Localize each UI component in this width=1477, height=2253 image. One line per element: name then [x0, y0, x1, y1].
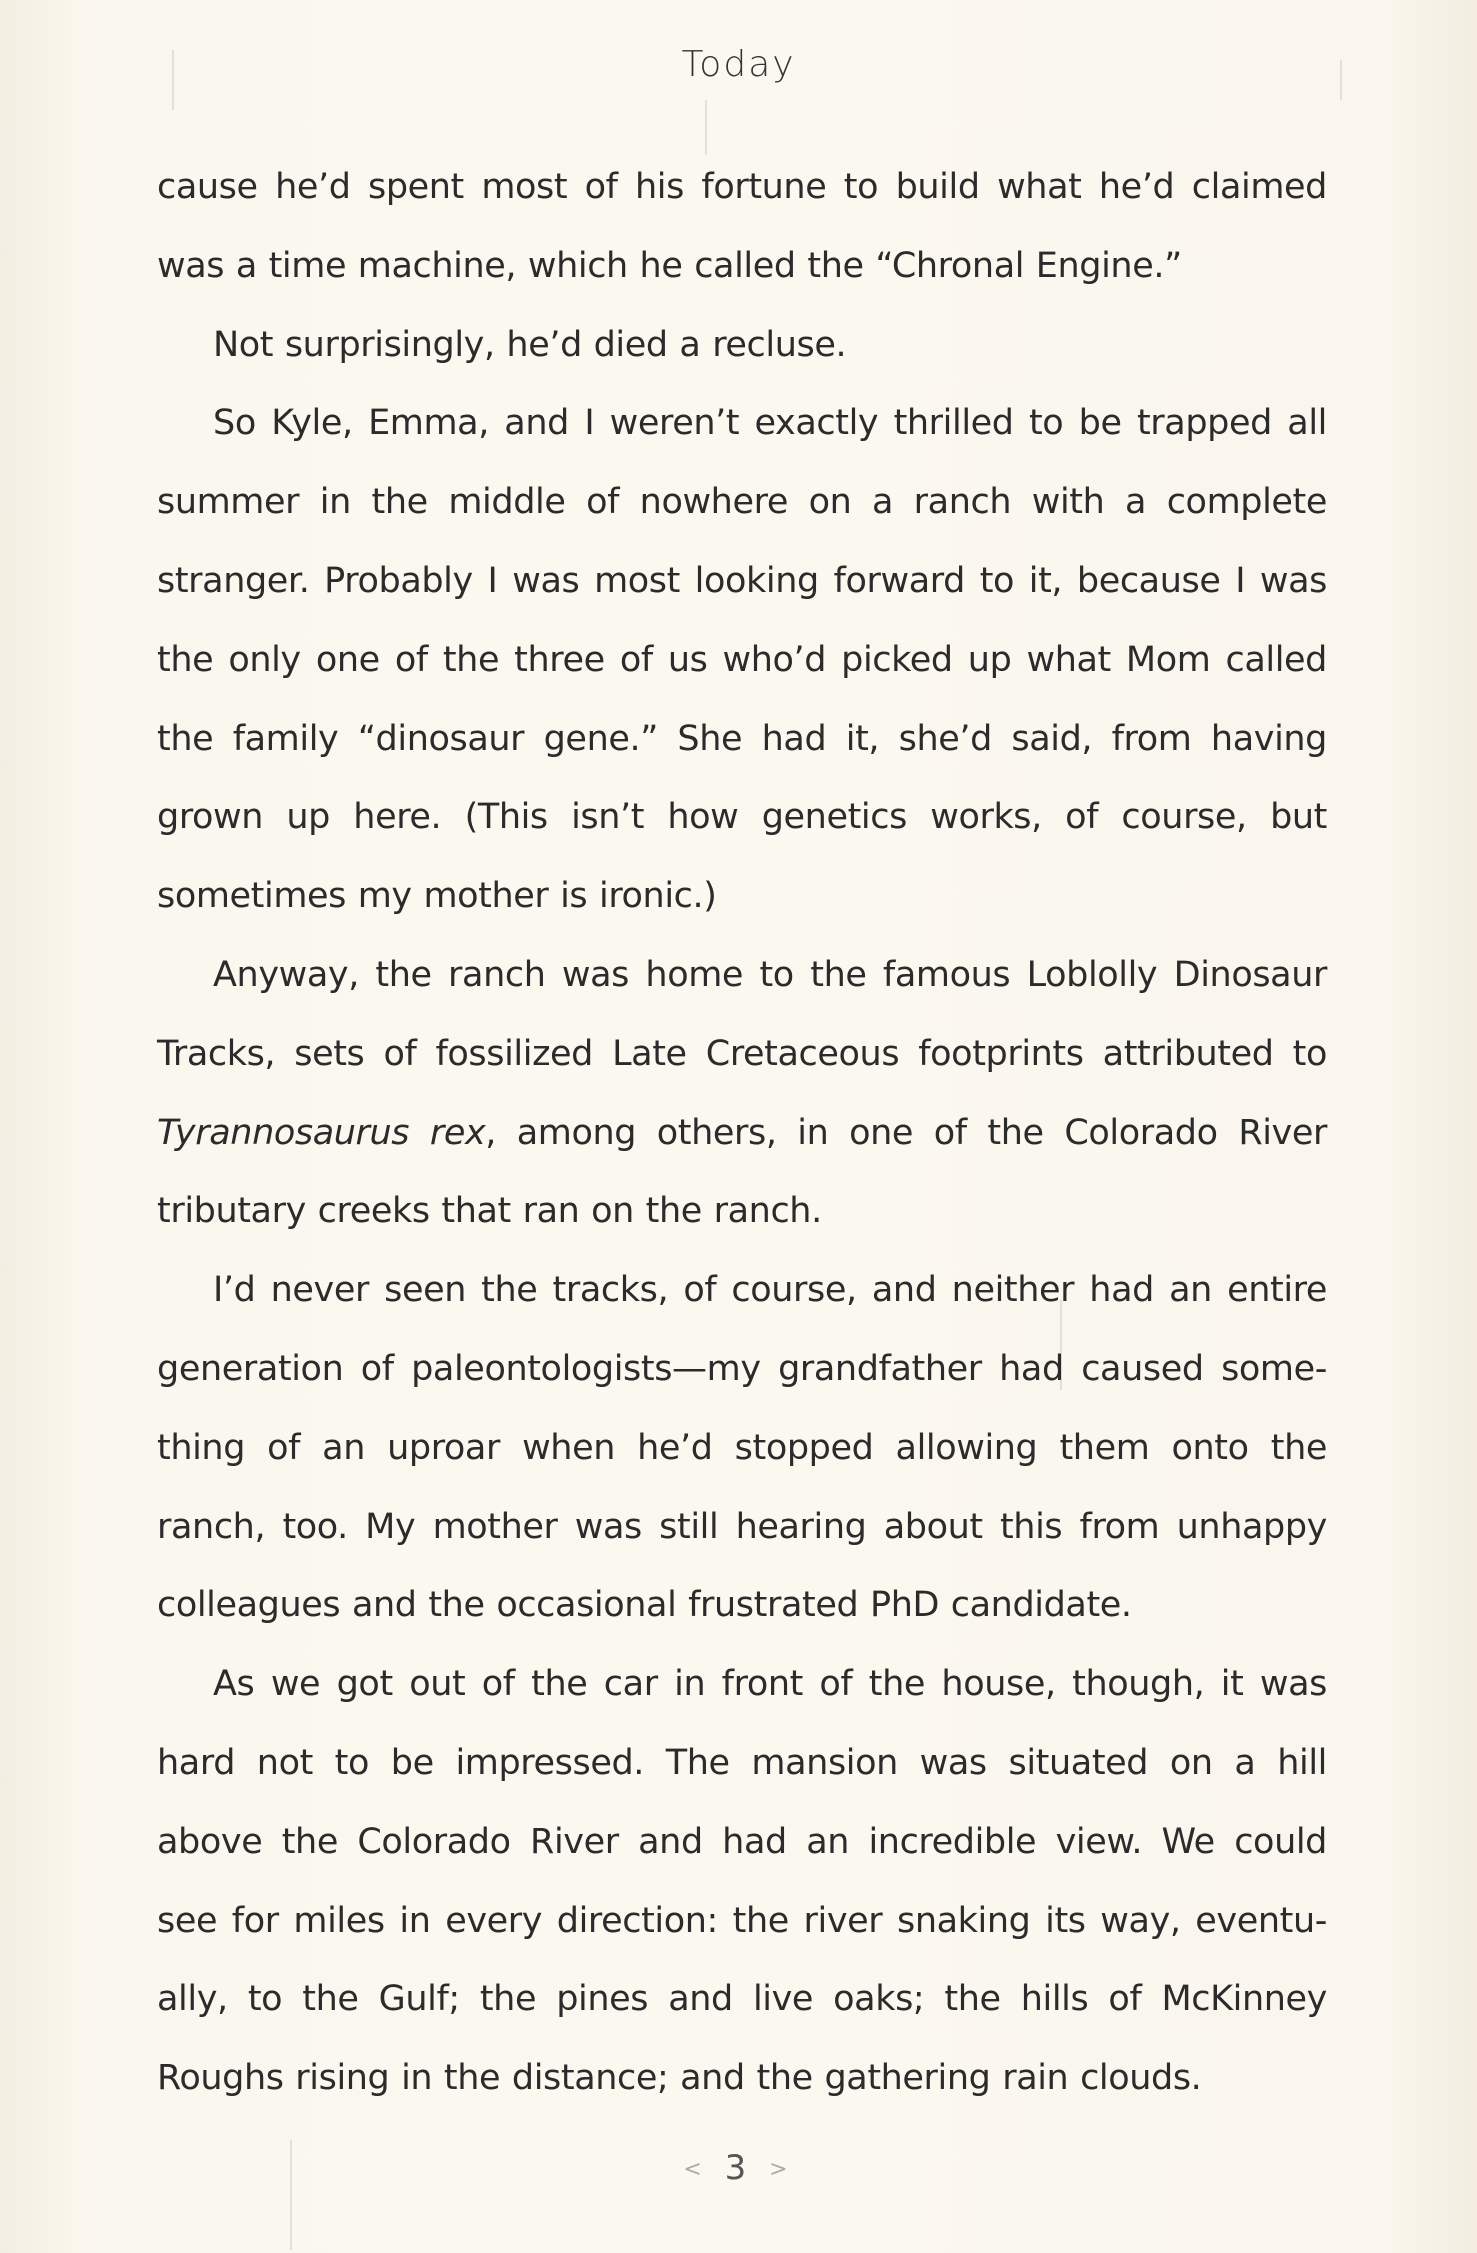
text-line: tributary creeks that ran on the ranch. [157, 1191, 822, 1232]
text-line: Tracks, sets of fossilized Late Cretaceous footprints attributed to [157, 1033, 1327, 1074]
text-line: generation of paleontologists—my grandfather had caused some- [157, 1348, 1327, 1389]
text-line: the family “dinosaur gene.” She had it, she’d said, from having [157, 718, 1327, 759]
text-line: Roughs rising in the distance; and the gathering rain clouds. [157, 2058, 1202, 2099]
text-line: Anyway, the ranch was home to the famous Loblolly Dinosaur [213, 954, 1327, 995]
text-line: was a time machine, which he called the “Chronal Engine.” [157, 245, 1182, 286]
text-line: sometimes my mother is ironic.) [157, 876, 717, 917]
text-line [157, 1094, 1327, 1173]
text-run: , among others, in one of the Colorado River [485, 1112, 1327, 1153]
text-line: summer in the middle of nowhere on a ranch with a complete [157, 482, 1327, 523]
italic-species-name: Tyrannosaurus rex [157, 1112, 486, 1153]
body-text [157, 148, 1327, 2118]
page-number: 3 [724, 2148, 753, 2188]
text-line: So Kyle, Emma, and I weren’t exactly thrilled to be trapped all [213, 403, 1327, 444]
text-line: As we got out of the car in front of the house, though, it was [213, 1664, 1327, 1705]
text-line: stranger. Probably I was most looking forward to it, because I was [157, 560, 1327, 601]
text-line: above the Colorado River and had an incredible view. We could [157, 1821, 1327, 1862]
text-line: see for miles in every direction: the river snaking its way, eventu- [157, 1900, 1327, 1941]
running-head: Today [681, 44, 796, 85]
text-line: ally, to the Gulf; the pines and live oaks; the hills of McKinney [157, 1979, 1327, 2020]
left-ornament-icon: < [683, 2157, 708, 2182]
text-line: thing of an uproar when he’d stopped allowing them onto the [157, 1427, 1327, 1468]
text-line: colleagues and the occasional frustrated PhD candidate. [157, 1585, 1132, 1626]
page-number-footer [0, 2148, 1477, 2188]
text-line: I’d never seen the tracks, of course, and neither had an entire [213, 1270, 1327, 1311]
text-line: cause he’d spent most of his fortune to build what he’d claimed [157, 167, 1327, 207]
text-line: Not surprisingly, he’d died a recluse. [213, 324, 847, 365]
text-line: the only one of the three of us who’d picked up what Mom called [157, 639, 1327, 680]
text-line: ranch, too. My mother was still hearing about this from unhappy [157, 1506, 1327, 1547]
text-line: hard not to be impressed. The mansion was situated on a hill [157, 1742, 1327, 1783]
right-ornament-icon: > [769, 2157, 794, 2182]
text-line: grown up here. (This isn’t how genetics works, of course, but [157, 797, 1327, 838]
